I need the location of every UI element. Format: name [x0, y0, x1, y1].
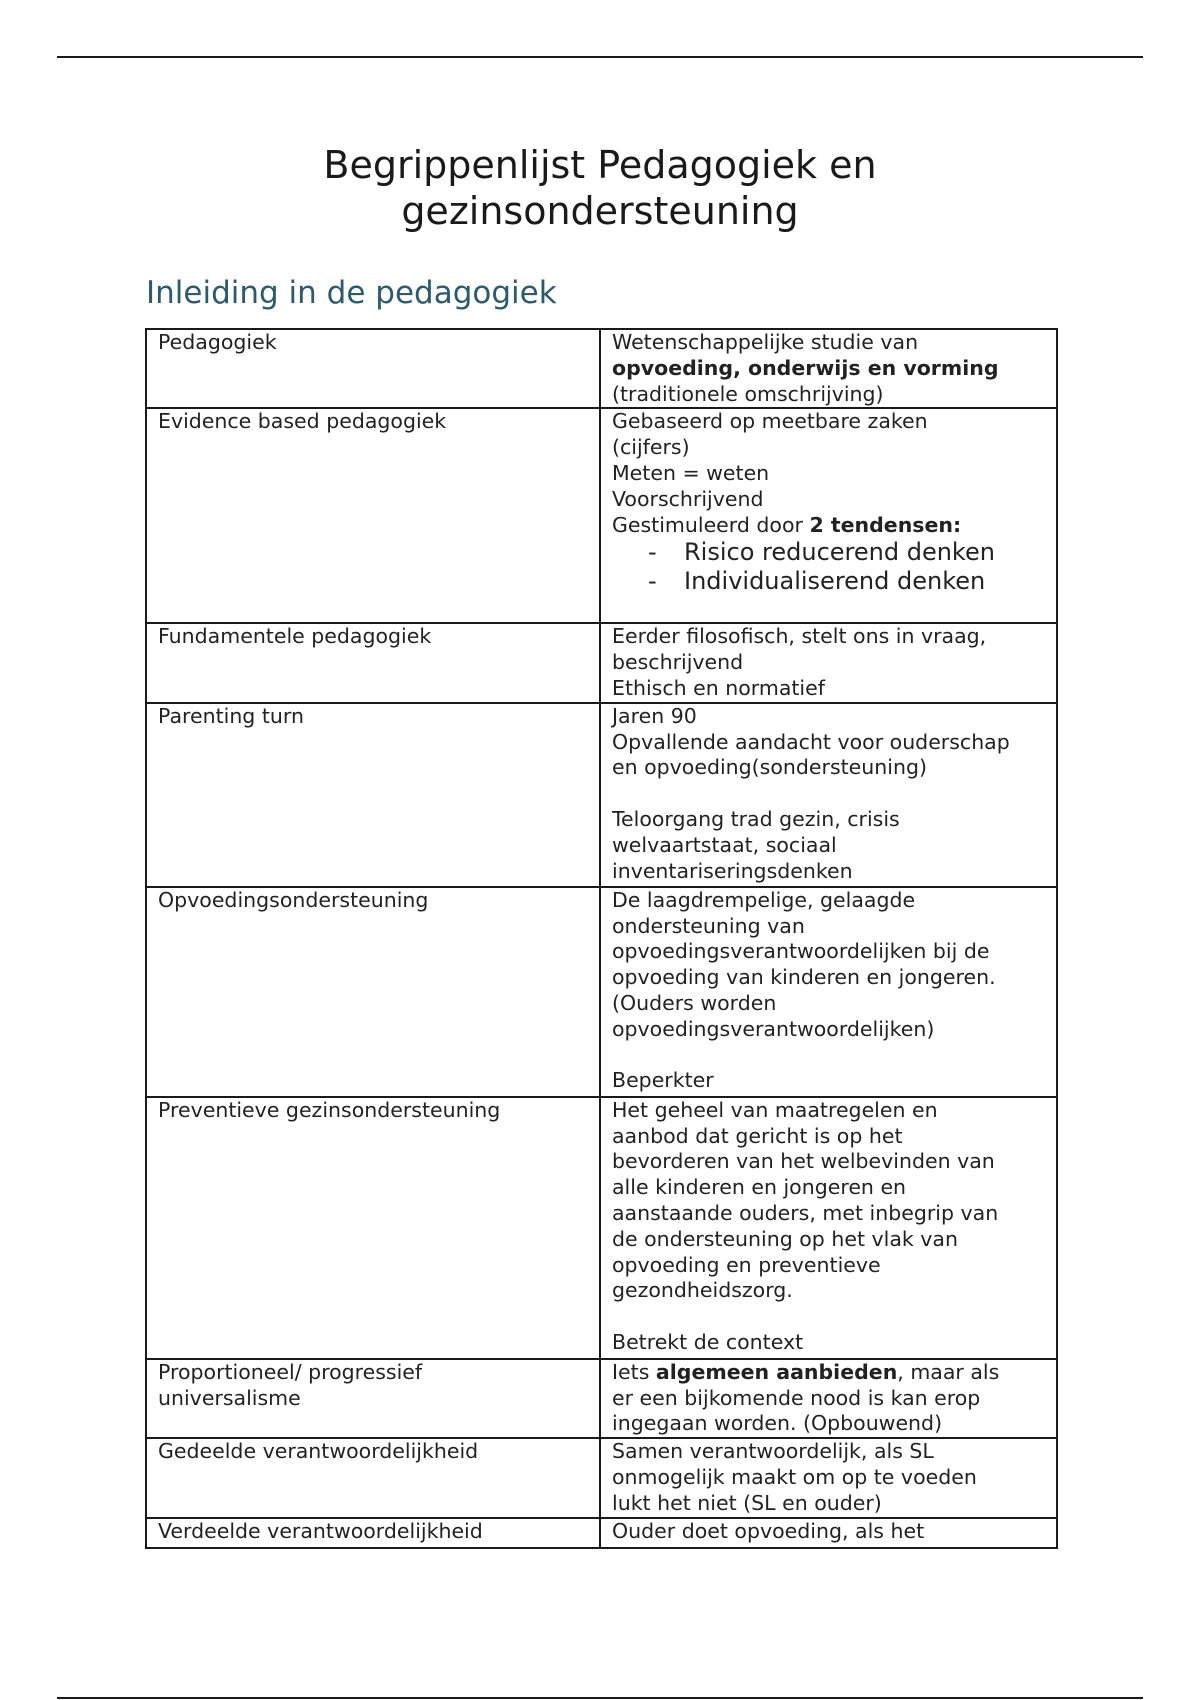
table-row [146, 1518, 1057, 1548]
term-cell [146, 1359, 600, 1438]
definition-line: Teloorgang trad gezin, crisis [612, 806, 900, 831]
table-row [146, 329, 1057, 408]
definition-line: Voorschrijvend [612, 486, 764, 511]
definition-line: en opvoeding(sondersteuning) [612, 755, 927, 780]
list-item: - Risico reducerend denken [648, 538, 1046, 567]
document-title-line-1: Begrippenlijst Pedagogiek en [323, 143, 877, 187]
header-rule [57, 56, 1143, 58]
definition-line: Jaren 90 [612, 703, 697, 728]
definition-cell [600, 329, 1057, 408]
term-label: Parenting turn [158, 703, 304, 728]
definition-emphasis: opvoeding, onderwijs en vorming [612, 355, 999, 380]
glossary-table [145, 328, 1058, 1549]
term-cell [146, 703, 600, 887]
term-label: Proportioneel/ progressief [158, 1359, 423, 1384]
document-title-line-2: gezinsondersteuning [401, 189, 799, 233]
term-label: Opvoedingsondersteuning [158, 887, 429, 912]
spacer [612, 1304, 1046, 1330]
definition-line: De laagdrempelige, gelaagde [612, 887, 916, 912]
table-row [146, 1438, 1057, 1517]
definition-line: Betrekt de context [612, 1329, 804, 1354]
definition-cell [600, 887, 1057, 1097]
definition-line: bevorderen van het welbevinden van [612, 1149, 995, 1174]
definition-line: opvoeding en preventieve [612, 1252, 881, 1277]
definition-line: onmogelijk maakt om op te voeden [612, 1464, 977, 1489]
definition-line: aanbod dat gericht is op het [612, 1123, 903, 1148]
definition-cell [600, 1518, 1057, 1548]
definition-line: Gebaseerd op meetbare zaken [612, 409, 928, 434]
definition-cell [600, 1438, 1057, 1517]
definition-line: alle kinderen en jongeren en [612, 1175, 907, 1200]
spacer [612, 781, 1046, 807]
definition-line: aanstaande ouders, met inbegrip van [612, 1200, 999, 1225]
document-title [0, 142, 1200, 234]
definition-cell [600, 1097, 1057, 1359]
definition-text: Gestimuleerd door [612, 512, 810, 537]
definition-line: Meten = weten [612, 460, 770, 485]
tendencies-list [612, 538, 1046, 595]
definition-line [612, 356, 1046, 382]
term-cell [146, 408, 600, 623]
term-cell [146, 329, 600, 408]
list-item: - Individualiserend denken [648, 567, 1046, 596]
definition-line: (traditionele omschrijving) [612, 381, 884, 406]
definition-line: de ondersteuning op het vlak van [612, 1226, 958, 1251]
term-label: universalisme [158, 1385, 301, 1410]
definition-cell [600, 1359, 1057, 1438]
term-label: Evidence based pedagogiek [158, 409, 447, 434]
definition-line: (Ouders worden [612, 990, 777, 1015]
table-row [146, 623, 1057, 702]
table-row [146, 887, 1057, 1097]
term-cell [146, 1518, 600, 1548]
table-row [146, 1097, 1057, 1359]
definition-line: inventariseringsdenken [612, 858, 853, 883]
definition-line: gezondheidszorg. [612, 1278, 793, 1303]
definition-line [612, 513, 1046, 539]
definition-line: lukt het niet (SL en ouder) [612, 1490, 882, 1515]
definition-cell [600, 703, 1057, 887]
definition-line: ingegaan worden. (Opbouwend) [612, 1411, 943, 1436]
term-cell [146, 1438, 600, 1517]
term-cell [146, 623, 600, 702]
section-heading: Inleiding in de pedagogiek [146, 275, 557, 311]
definition-text: , maar als [897, 1359, 1000, 1384]
term-label: Fundamentele pedagogiek [158, 624, 432, 649]
definition-line: Beperkter [612, 1068, 714, 1093]
definition-line: opvoedingsverantwoordelijken) [612, 1016, 935, 1041]
definition-cell [600, 408, 1057, 623]
term-label: Preventieve gezinsondersteuning [158, 1097, 501, 1122]
spacer [612, 1043, 1046, 1069]
definition-line: Opvallende aandacht voor ouderschap [612, 729, 1010, 754]
definition-emphasis: 2 tendensen: [809, 512, 962, 537]
definition-line: welvaartstaat, sociaal [612, 832, 837, 857]
definition-line: er een bijkomende nood is kan erop [612, 1385, 981, 1410]
definition-line: beschrijvend [612, 650, 744, 675]
definition-line: ondersteuning van [612, 913, 805, 938]
definition-line [612, 1360, 1046, 1386]
footer-rule [57, 1697, 1143, 1699]
term-label: Gedeelde verantwoordelijkheid [158, 1439, 479, 1464]
term-cell [146, 887, 600, 1097]
table-row [146, 703, 1057, 887]
definition-line: (cijfers) [612, 435, 690, 460]
term-cell [146, 1097, 600, 1359]
table-row [146, 1359, 1057, 1438]
definition-line: Het geheel van maatregelen en [612, 1097, 938, 1122]
definition-line: Ethisch en normatief [612, 675, 825, 700]
term-label: Pedagogiek [158, 330, 277, 354]
definition-emphasis: algemeen aanbieden [655, 1359, 898, 1384]
definition-cell [600, 623, 1057, 702]
table-row [146, 408, 1057, 623]
definition-text: Iets [612, 1359, 656, 1384]
term-label: Verdeelde verantwoordelijkheid [158, 1518, 483, 1543]
definition-line: Wetenschappelijke studie van [612, 330, 919, 354]
definition-line: opvoeding van kinderen en jongeren. [612, 965, 996, 990]
definition-line: Eerder filosofisch, stelt ons in vraag, [612, 624, 987, 649]
definition-line: opvoedingsverantwoordelijken bij de [612, 939, 990, 964]
definition-line: Ouder doet opvoeding, als het [612, 1518, 925, 1543]
definition-line: Samen verantwoordelijk, als SL [612, 1439, 934, 1464]
